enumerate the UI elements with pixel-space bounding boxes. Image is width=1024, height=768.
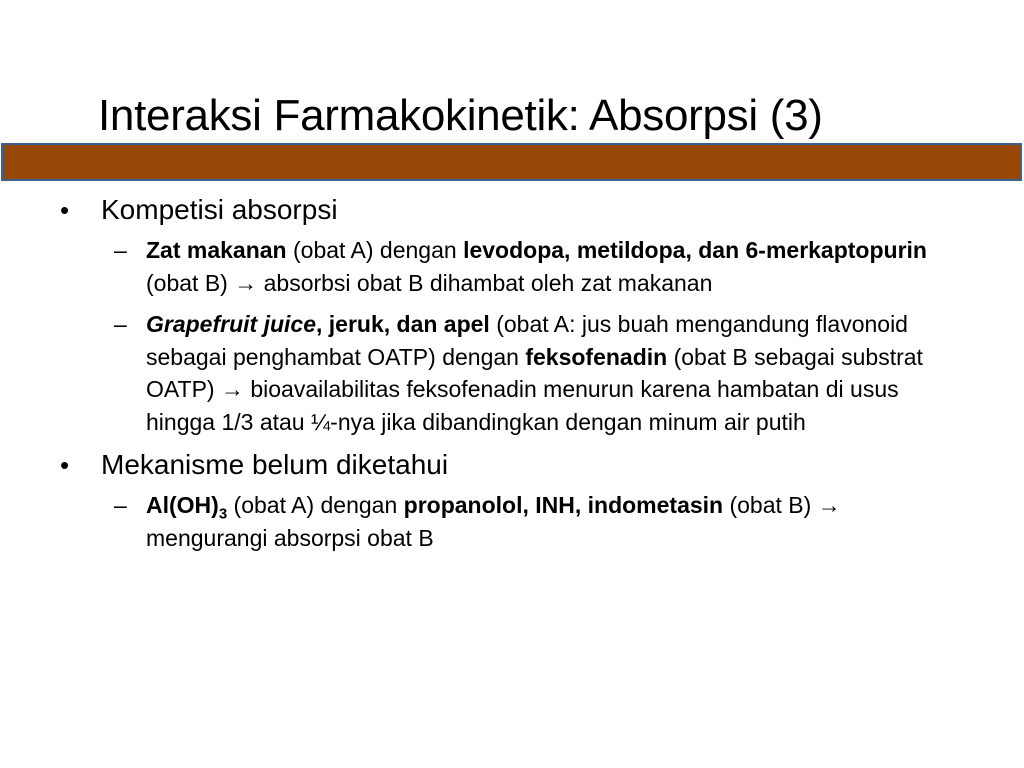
right-arrow-icon: → bbox=[234, 269, 258, 296]
right-arrow-icon: → bbox=[817, 492, 841, 518]
bullet-dot: • bbox=[60, 195, 70, 225]
bullet-text: Mekanisme belum diketahui bbox=[101, 449, 449, 480]
sub-text: mengurangi absorpsi obat B bbox=[146, 524, 434, 551]
sub-text: (obat B) bbox=[146, 269, 235, 296]
drug-a-name: Zat makanan bbox=[146, 237, 287, 263]
slide-title: Interaksi Farmakokinetik: Absorpsi (3) bbox=[98, 91, 823, 140]
sub-text: (obat A) dengan bbox=[227, 492, 404, 518]
dash-marker: – bbox=[114, 237, 127, 263]
bullet-text: Kompetisi absorpsi bbox=[101, 194, 338, 225]
sub-text: (obat B sebagai substrat OATP) bbox=[146, 343, 923, 402]
sub-text: (obat B) bbox=[723, 492, 818, 518]
bullet-dot: • bbox=[60, 450, 70, 480]
drug-b-names: levodopa, metildopa, dan 6-merkaptopurin bbox=[463, 237, 927, 263]
sub-text: bioavailabilitas feksofenadin menurun karena hambatan di usus hingga 1/3 atau ¼-nya jika dibandingkan dengan minum air putih bbox=[146, 376, 899, 435]
sub-item bbox=[114, 489, 966, 554]
bullet-item bbox=[58, 192, 978, 228]
sub-item bbox=[114, 308, 966, 438]
bullet-item bbox=[58, 447, 978, 483]
drug-a-name-cont: , jeruk, dan apel bbox=[315, 311, 490, 337]
sub-text: absorbsi obat B dihambat oleh zat makanan bbox=[257, 269, 713, 296]
subscript-3: 3 bbox=[218, 505, 228, 523]
sub-item bbox=[114, 234, 966, 299]
drug-b-names: propanolol, INH, indometasin bbox=[403, 492, 724, 518]
drug-a-name: Al(OH) bbox=[146, 492, 219, 518]
right-arrow-icon: → bbox=[220, 376, 244, 402]
drug-b-names: feksofenadin bbox=[525, 343, 668, 370]
dash-marker: – bbox=[114, 492, 127, 518]
title-accent-bar bbox=[1, 143, 1022, 181]
dash-marker: – bbox=[114, 311, 127, 337]
sub-text: (obat A: jus buah mengandung flavonoid sebagai penghambat OATP) dengan bbox=[146, 311, 908, 370]
sub-text: (obat A) dengan bbox=[286, 237, 464, 263]
drug-a-name: Grapefruit juice bbox=[146, 311, 316, 337]
slide-content bbox=[58, 192, 978, 563]
